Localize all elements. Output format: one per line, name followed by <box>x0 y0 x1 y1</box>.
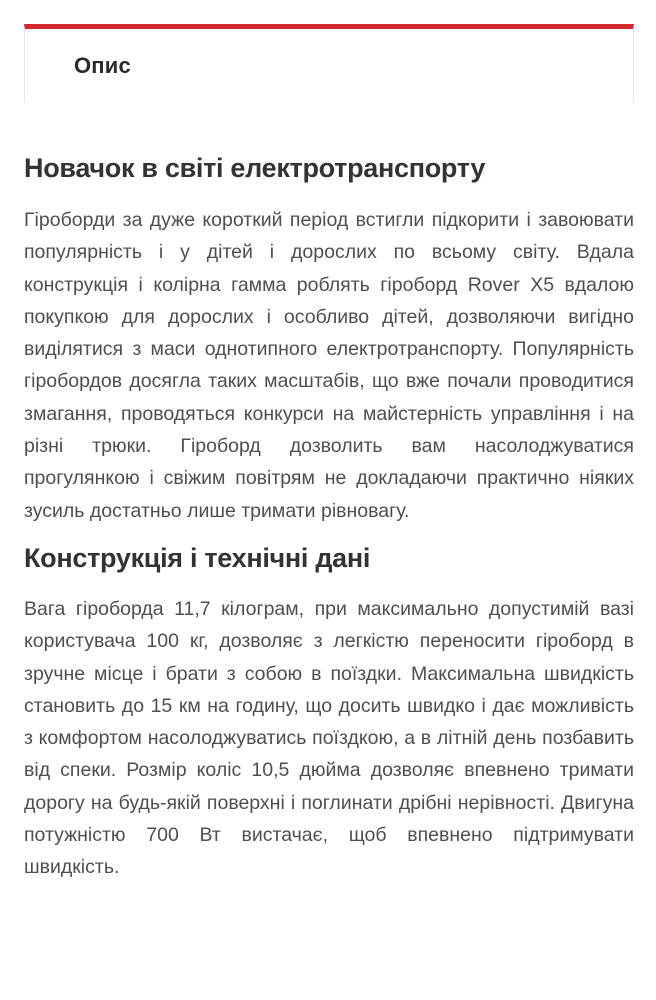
tab-description[interactable]: Опис <box>74 53 131 78</box>
description-content <box>24 148 634 884</box>
description-tab-panel <box>24 24 634 102</box>
section-heading-intro: Новачок в світі електротранспорту <box>24 153 486 183</box>
section-heading-specs: Конструкція і технічні дані <box>24 542 371 573</box>
section-body-intro: Гіроборди за дуже короткий період встигли підкорити і завоювати популярність і у дітей і дорослих по всьому світу. Вдала конструкція і колірна гамма роблять гіроборд Rover X5 вдалою покупкою для дорослих і особливо дітей, дозволяючи вигідно виділятися з маси однотипного електротранспорту. Популярність гіробордов досягла таких масштабів, що вже почали проводитися змагання, проводяться конкурси на майстерність управління і на різні трюки. Гіроборд дозволить вам насолоджуватися прогулянкою і свіжим повітрям не докладаючи практично ніяких зусиль достатньо лише тримати рівновагу. <box>24 209 634 522</box>
section-body-specs: Вага гіроборда 11,7 кілограм, при максимально допустимій вазі користувача 100 кг, дозволяє з легкістю переносити гіроборд в зручне місце і брати з собою в поїздки. Максимальна швидкість становить до 15 км на годину, що досить швидко і дає можливість з комфортом насолоджуватись поїздкою, а в літній день позбавить від спеки. Розмір коліс 10,5 дюйма дозволяє впевнено тримати дорогу на будь-якій поверхні і поглинати дрібні нерівності. Двигуна потужністю 700 Вт вистачає, щоб впевнено підтримувати швидкість. <box>24 597 634 879</box>
